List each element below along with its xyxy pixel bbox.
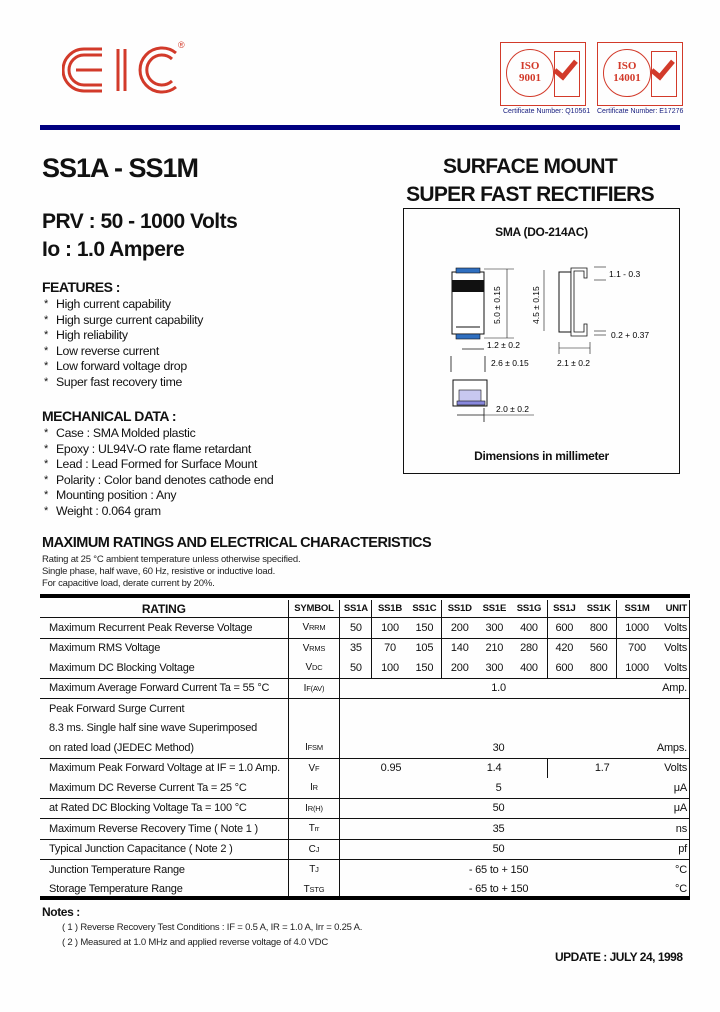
table-bottom-rule <box>40 896 690 900</box>
cell-value: 400 <box>520 661 538 674</box>
cell-value: 200 <box>442 658 478 678</box>
certificate-number-14001: Certificate Number: E17276 <box>597 108 684 115</box>
cell-unit: ns <box>657 819 690 840</box>
row-label: Maximum Peak Forward Voltage at IF = 1.0 Amp. <box>40 758 288 778</box>
row-label: Junction Temperature Range <box>40 860 288 880</box>
col-part: SS1C <box>408 600 442 618</box>
row-label: Maximum DC Blocking Voltage <box>40 658 288 678</box>
table-row-ifav <box>40 678 690 699</box>
notes-heading: Notes : <box>42 905 80 919</box>
table-row-ifsm-line2 <box>40 719 690 739</box>
table-row-vrrm <box>40 618 690 639</box>
cell-value: 5 <box>495 781 502 794</box>
dim-width: 2.6 ± 0.15 <box>491 358 529 368</box>
cell-value: 140 <box>442 638 478 658</box>
col-part: SS1A <box>340 600 372 618</box>
table-top-rule <box>40 594 690 598</box>
dim-end-width: 2.0 ± 0.2 <box>496 404 530 414</box>
row-label: Maximum Average Forward Current Ta = 55 °C <box>40 678 288 699</box>
row-label: Typical Junction Capacitance ( Note 2 ) <box>40 839 288 860</box>
cell-value: 1.7 <box>547 758 657 778</box>
certificate-number-9001: Certificate Number: Q10561 <box>503 108 591 115</box>
col-rating: RATING <box>40 600 288 618</box>
col-part: SS1E <box>477 600 511 618</box>
cell-value: 50 <box>349 661 362 674</box>
cell-value: 105 <box>415 642 434 655</box>
cell-value: 800 <box>589 621 608 634</box>
cell-value: 420 <box>547 638 581 658</box>
table-row-vf <box>40 758 690 778</box>
cell-value: 150 <box>415 661 434 674</box>
cell-value: 100 <box>372 658 408 678</box>
row-label: at Rated DC Blocking Voltage Ta = 100 °C <box>40 798 288 819</box>
feature-item: * Super fast recovery time <box>42 375 203 391</box>
row-label: 8.3 ms. Single half sine wave Superimposed <box>40 719 288 739</box>
features-heading: FEATURES : <box>42 279 120 295</box>
mechanical-item: * Epoxy : UL94V-O rate flame retardant <box>42 442 273 458</box>
cell-unit: Volts <box>657 618 690 639</box>
cell-unit: μA <box>657 778 690 798</box>
row-symbol: IR <box>288 778 340 798</box>
cell-value: - 65 to + 150 <box>468 883 529 896</box>
feature-item: * Low reverse current <box>42 344 203 360</box>
features-list <box>42 297 203 391</box>
cell-value: 1000 <box>617 658 657 678</box>
cell-unit: μA <box>657 798 690 819</box>
table-row-ifsm-line1 <box>40 699 690 719</box>
note-item: ( 1 ) Reverse Recovery Test Conditions : IF = 0.5 A, IR = 1.0 A, Irr = 0.25 A. <box>62 922 363 933</box>
cell-value: 1000 <box>617 618 657 639</box>
row-label: on rated load (JEDEC Method) <box>40 738 288 758</box>
row-symbol: CJ <box>288 839 340 860</box>
cell-value: 0.95 <box>380 762 402 775</box>
table-row-cj <box>40 839 690 860</box>
eic-logo <box>62 45 192 95</box>
cell-value: 200 <box>442 618 478 639</box>
mechanical-item: * Mounting position : Any <box>42 488 273 504</box>
dim-length: 5.0 ± 0.15 <box>492 286 502 324</box>
note-item: ( 2 ) Measured at 1.0 MHz and applied reverse voltage of 4.0 VDC <box>62 937 329 948</box>
cell-value: 1.4 <box>486 762 502 775</box>
cell-value: 100 <box>372 618 408 639</box>
table-row-vdc <box>40 658 690 678</box>
row-symbol: VF <box>288 758 340 778</box>
mechanical-item: * Polarity : Color band denotes cathode end <box>42 473 273 489</box>
cell-value: 600 <box>547 618 581 639</box>
row-label: Maximum RMS Voltage <box>40 638 288 658</box>
cell-value: 70 <box>372 638 408 658</box>
crown-checkmark-icon <box>651 51 677 97</box>
iso9001-certificate-badge <box>500 42 586 106</box>
mechanical-item: * Case : SMA Molded plastic <box>42 426 273 442</box>
ratings-heading: MAXIMUM RATINGS AND ELECTRICAL CHARACTERISTICS <box>42 535 432 551</box>
feature-item: * High current capability <box>42 297 203 313</box>
cell-value: 400 <box>520 621 538 634</box>
feature-item: * Low forward voltage drop <box>42 359 203 375</box>
category-line-2: SUPER FAST RECTIFIERS <box>406 183 654 206</box>
cell-unit: Amp. <box>657 678 690 699</box>
cell-unit: °C <box>657 880 690 900</box>
col-part: SS1D <box>442 600 478 618</box>
package-dimension-drawing <box>404 244 679 444</box>
cell-value: 210 <box>485 642 504 655</box>
cell-unit: pf <box>657 839 690 860</box>
cell-value: 30 <box>492 741 505 754</box>
part-range-title: SS1A - SS1M <box>42 153 199 183</box>
dim-lead-length: 1.1 - 0.3 <box>609 269 641 279</box>
table-header-row <box>40 600 690 618</box>
dim-thickness: 0.2 + 0.37 <box>611 330 650 340</box>
rating-condition: Single phase, half wave, 60 Hz, resistive or inductive load. <box>42 566 276 577</box>
cell-value: 280 <box>520 642 538 655</box>
row-symbol: TSTG <box>288 880 340 900</box>
iso9001-seal-icon: ISO 9001 <box>506 49 554 97</box>
cell-value: 50 <box>349 621 362 634</box>
table-row-irh <box>40 798 690 819</box>
registered-mark: ® <box>178 40 185 50</box>
cell-unit: Volts <box>657 638 690 658</box>
cell-value: 35 <box>492 822 505 835</box>
row-symbol: IF(AV) <box>288 678 340 699</box>
dim-body-height: 4.5 ± 0.15 <box>531 286 541 324</box>
header-divider <box>40 125 680 130</box>
mechanical-item: * Lead : Lead Formed for Surface Mount <box>42 457 273 473</box>
table-row-vrms <box>40 638 690 658</box>
col-part: SS1G <box>511 600 547 618</box>
cell-unit: Amps. <box>657 738 690 758</box>
row-label: Maximum DC Reverse Current Ta = 25 °C <box>40 778 288 798</box>
table-row-ir <box>40 778 690 798</box>
rating-condition: Rating at 25 °C ambient temperature unless otherwise specified. <box>42 554 301 565</box>
cell-value: 300 <box>485 621 504 634</box>
dim-band: 1.2 ± 0.2 <box>487 340 521 350</box>
cell-value: 300 <box>485 661 504 674</box>
row-label: Maximum Reverse Recovery Time ( Note 1 ) <box>40 819 288 840</box>
cell-value: - 65 to + 150 <box>468 863 529 876</box>
row-symbol: VRMS <box>288 638 340 658</box>
cell-value: 150 <box>415 621 434 634</box>
package-outline-box <box>403 208 680 474</box>
table-row-ifsm <box>40 738 690 758</box>
row-label: Storage Temperature Range <box>40 880 288 900</box>
rating-condition: For capacitive load, derate current by 20%. <box>42 578 215 589</box>
prv-spec: PRV : 50 - 1000 Volts <box>42 210 238 233</box>
row-label: Peak Forward Surge Current <box>40 699 288 719</box>
cell-unit: °C <box>657 860 690 880</box>
row-symbol: IFSM <box>288 738 340 758</box>
row-symbol: Trr <box>288 819 340 840</box>
package-dimension-note: Dimensions in millimeter <box>474 449 609 463</box>
table-row-trr <box>40 819 690 840</box>
row-symbol: TJ <box>288 860 340 880</box>
col-unit: UNIT <box>657 600 690 618</box>
col-part: SS1J <box>547 600 581 618</box>
row-symbol: IR(H) <box>288 798 340 819</box>
col-part: SS1B <box>372 600 408 618</box>
cell-value: 700 <box>617 638 657 658</box>
mechanical-data-heading: MECHANICAL DATA : <box>42 408 177 424</box>
iso14001-certificate-badge <box>597 42 683 106</box>
cell-value: 50 <box>492 843 505 856</box>
row-label: Maximum Recurrent Peak Reverse Voltage <box>40 618 288 639</box>
iso14001-seal-icon: ISO 14001 <box>603 49 651 97</box>
feature-item: * High reliability <box>42 328 203 344</box>
cell-unit: Volts <box>657 758 690 778</box>
col-part: SS1M <box>617 600 657 618</box>
update-date: UPDATE : JULY 24, 1998 <box>555 950 683 964</box>
row-symbol: VRRM <box>288 618 340 639</box>
category-line-1: SURFACE MOUNT <box>442 155 618 178</box>
cell-value: 50 <box>492 802 505 815</box>
cell-value: 1.0 <box>491 682 506 695</box>
product-category-title <box>400 153 660 209</box>
col-part: SS1K <box>581 600 617 618</box>
col-symbol: SYMBOL <box>288 600 340 618</box>
row-symbol: VDC <box>288 658 340 678</box>
mechanical-item: * Weight : 0.064 gram <box>42 504 273 520</box>
mechanical-data-list <box>42 426 273 520</box>
cell-value: 600 <box>547 658 581 678</box>
cell-value: 800 <box>589 661 608 674</box>
table-row-tj <box>40 860 690 880</box>
package-title: SMA (DO-214AC) <box>495 225 588 239</box>
io-spec: Io : 1.0 Ampere <box>42 238 185 261</box>
crown-checkmark-icon <box>554 51 580 97</box>
ratings-table <box>40 600 690 899</box>
feature-item: * High surge current capability <box>42 313 203 329</box>
cell-unit: Volts <box>657 658 690 678</box>
cell-value: 560 <box>589 642 608 655</box>
dim-side-width: 2.1 ± 0.2 <box>557 358 591 368</box>
cell-value: 35 <box>349 642 362 655</box>
